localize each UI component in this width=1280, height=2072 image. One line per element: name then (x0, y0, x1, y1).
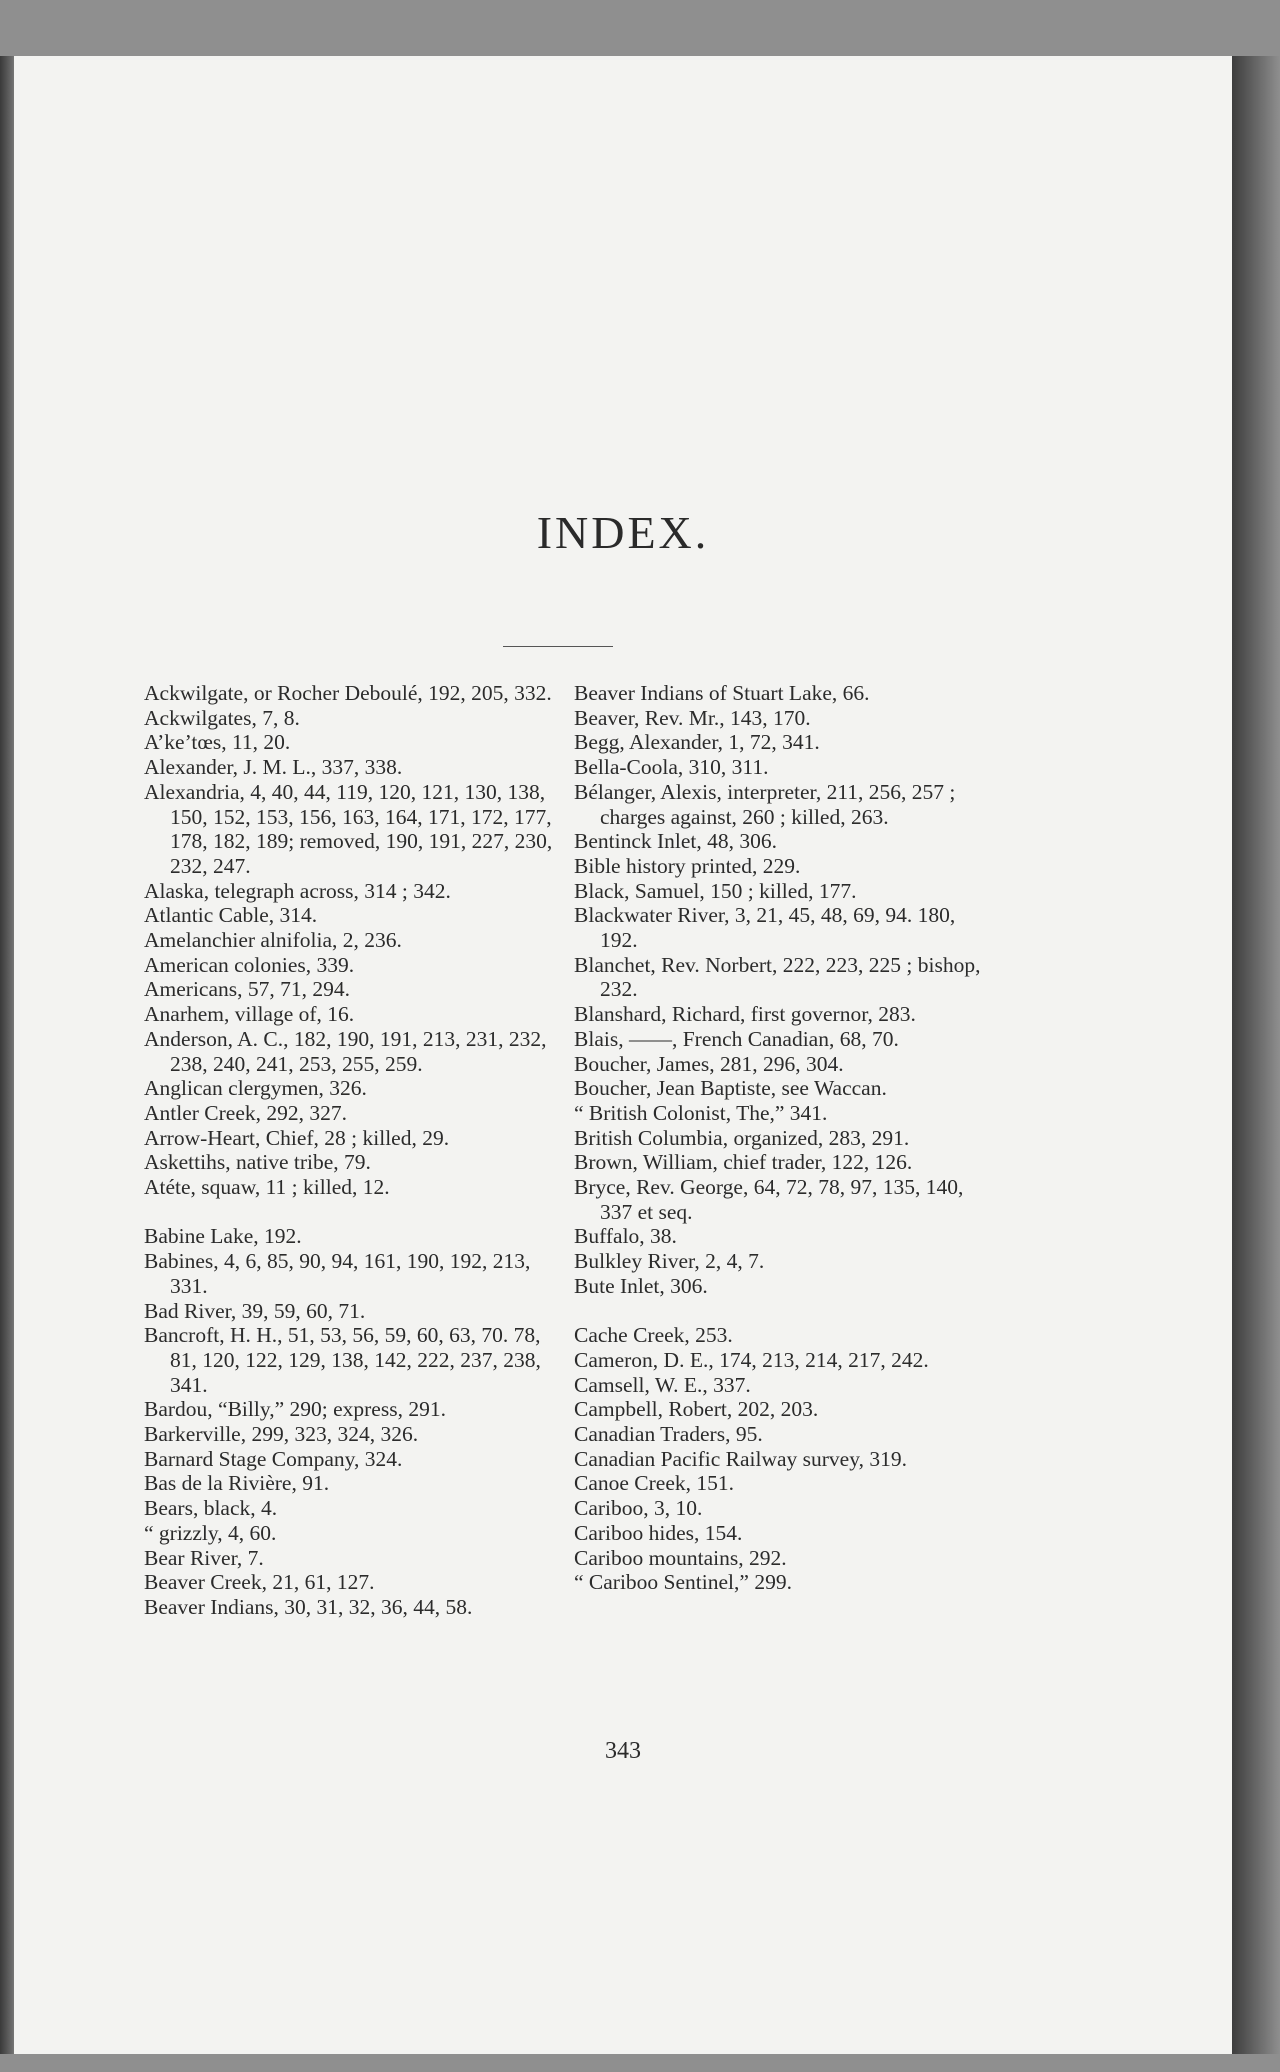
index-entry: Bardou, “Billy,” 290; express, 291. (144, 1397, 446, 1422)
index-entry: “ grizzly, 4, 60. (144, 1520, 277, 1545)
index-column-right (574, 681, 994, 1595)
page-edge-shadow (1232, 56, 1280, 2054)
index-entry: Beaver Creek, 21, 61, 127. (144, 1570, 375, 1595)
index-entry: Beaver Indians, 30, 31, 32, 36, 44, 58. (144, 1595, 473, 1619)
index-entry: Blanchet, Rev. Norbert, 222, 223, 225 ; bishop, 232. (574, 952, 981, 1002)
index-entry: Cache Creek, 253. (574, 1323, 733, 1348)
index-entry: Beaver Indians of Stuart Lake, 66. (574, 681, 870, 705)
index-entry: Antler Creek, 292, 327. (144, 1100, 348, 1125)
index-entry: Cameron, D. E., 174, 213, 214, 217, 242. (574, 1347, 929, 1372)
index-entry: Alexandria, 4, 40, 44, 119, 120, 121, 130, 138, 150, 152, 153, 156, 163, 164, 171, 172, 177, 178, 182, 189; removed, 190, 191, 227, 230, 232, 247. (144, 779, 553, 878)
index-entry: Babines, 4, 6, 85, 90, 94, 161, 190, 192, 213, 331. (144, 1249, 531, 1298)
index-entry: Barkerville, 299, 323, 324, 326. (144, 1422, 419, 1447)
index-entry: Barnard Stage Company, 324. (144, 1446, 403, 1471)
index-entry: Bella-Coola, 310, 311. (574, 755, 769, 780)
index-entry: Bear River, 7. (144, 1545, 264, 1570)
index-entry: Cariboo mountains, 292. (574, 1545, 787, 1570)
index-entry: Ackwilgates, 7, 8. (144, 705, 300, 730)
index-entry: Amelanchier alnifolia, 2, 236. (144, 928, 402, 953)
index-entry: Alaska, telegraph across, 314 ; 342. (144, 878, 451, 903)
title-rule (503, 646, 613, 647)
index-entry: Bentinck Inlet, 48, 306. (574, 829, 778, 854)
index-entry: Blais, ——, French Canadian, 68, 70. (574, 1026, 899, 1051)
index-entry: Bas de la Rivière, 91. (144, 1471, 330, 1496)
index-entry: Blackwater River, 3, 21, 45, 48, 69, 94. 180, 192. (574, 903, 956, 953)
index-entry: Atlantic Cable, 314. (144, 903, 318, 928)
book-page (14, 56, 1232, 2054)
index-entry: Americans, 57, 71, 294. (144, 977, 351, 1002)
index-entry: Anarhem, village of, 16. (144, 1002, 355, 1027)
index-entry: Black, Samuel, 150 ; killed, 177. (574, 878, 857, 903)
index-section-gap (144, 1200, 564, 1225)
index-entry: Ackwilgate, or Rocher Deboulé, 192, 205, 332. (144, 681, 552, 705)
index-entry: Camsell, W. E., 337. (574, 1372, 751, 1397)
index-entry: Bible history printed, 229. (574, 853, 801, 878)
index-entry: Cariboo, 3, 10. (574, 1496, 703, 1521)
index-entry: Boucher, James, 281, 296, 304. (574, 1051, 844, 1076)
index-entry: British Columbia, organized, 283, 291. (574, 1125, 910, 1150)
page-number: 343 (605, 1738, 641, 1764)
index-entry: Askettihs, native tribe, 79. (144, 1150, 371, 1175)
index-entry: “ Cariboo Sentinel,” 299. (574, 1570, 792, 1595)
index-entry: Boucher, Jean Baptiste, see Waccan. (574, 1076, 887, 1101)
index-entry: A’ke’tœs, 11, 20. (144, 730, 291, 755)
index-entry: Arrow-Heart, Chief, 28 ; killed, 29. (144, 1125, 450, 1150)
index-entry: Beaver, Rev. Mr., 143, 170. (574, 705, 811, 730)
index-section-gap (574, 1299, 994, 1324)
index-entry: Bears, black, 4. (144, 1496, 278, 1521)
index-entry: Atéte, squaw, 11 ; killed, 12. (144, 1175, 390, 1200)
index-entry: Babine Lake, 192. (144, 1224, 302, 1249)
index-entry: Bulkley River, 2, 4, 7. (574, 1249, 765, 1274)
index-entry: “ British Colonist, The,” 341. (574, 1100, 828, 1125)
index-entry: Brown, William, chief trader, 122, 126. (574, 1150, 913, 1175)
index-entry: Bad River, 39, 59, 60, 71. (144, 1298, 366, 1323)
index-entry: Campbell, Robert, 202, 203. (574, 1397, 819, 1422)
index-entry: Bute Inlet, 306. (574, 1273, 708, 1298)
index-entry: Bryce, Rev. George, 64, 72, 78, 97, 135, 140, 337 et seq. (574, 1175, 964, 1224)
index-column-left (144, 681, 564, 1620)
index-entry: Blanshard, Richard, first governor, 283. (574, 1002, 916, 1027)
index-entry: Anglican clergymen, 326. (144, 1076, 367, 1101)
index-entry: Canadian Pacific Railway survey, 319. (574, 1446, 907, 1471)
page-title: INDEX. (536, 507, 710, 558)
index-entry: Bélanger, Alexis, interpreter, 211, 256, 257 ; charges against, 260 ; killed, 263. (574, 779, 956, 829)
index-entry: Alexander, J. M. L., 337, 338. (144, 755, 403, 780)
index-entry: Cariboo hides, 154. (574, 1520, 743, 1545)
index-entry: Buffalo, 38. (574, 1224, 677, 1249)
index-entry: Bancroft, H. H., 51, 53, 56, 59, 60, 63, 70. 78, 81, 120, 122, 129, 138, 142, 222, 237, 238, 341. (144, 1323, 541, 1397)
index-entry: Begg, Alexander, 1, 72, 341. (574, 730, 820, 755)
index-entry: Canoe Creek, 151. (574, 1471, 735, 1496)
index-entry: American colonies, 339. (144, 952, 355, 977)
index-entry: Anderson, A. C., 182, 190, 191, 213, 231, 232, 238, 240, 241, 253, 255, 259. (144, 1026, 547, 1076)
index-entry: Canadian Traders, 95. (574, 1422, 763, 1447)
